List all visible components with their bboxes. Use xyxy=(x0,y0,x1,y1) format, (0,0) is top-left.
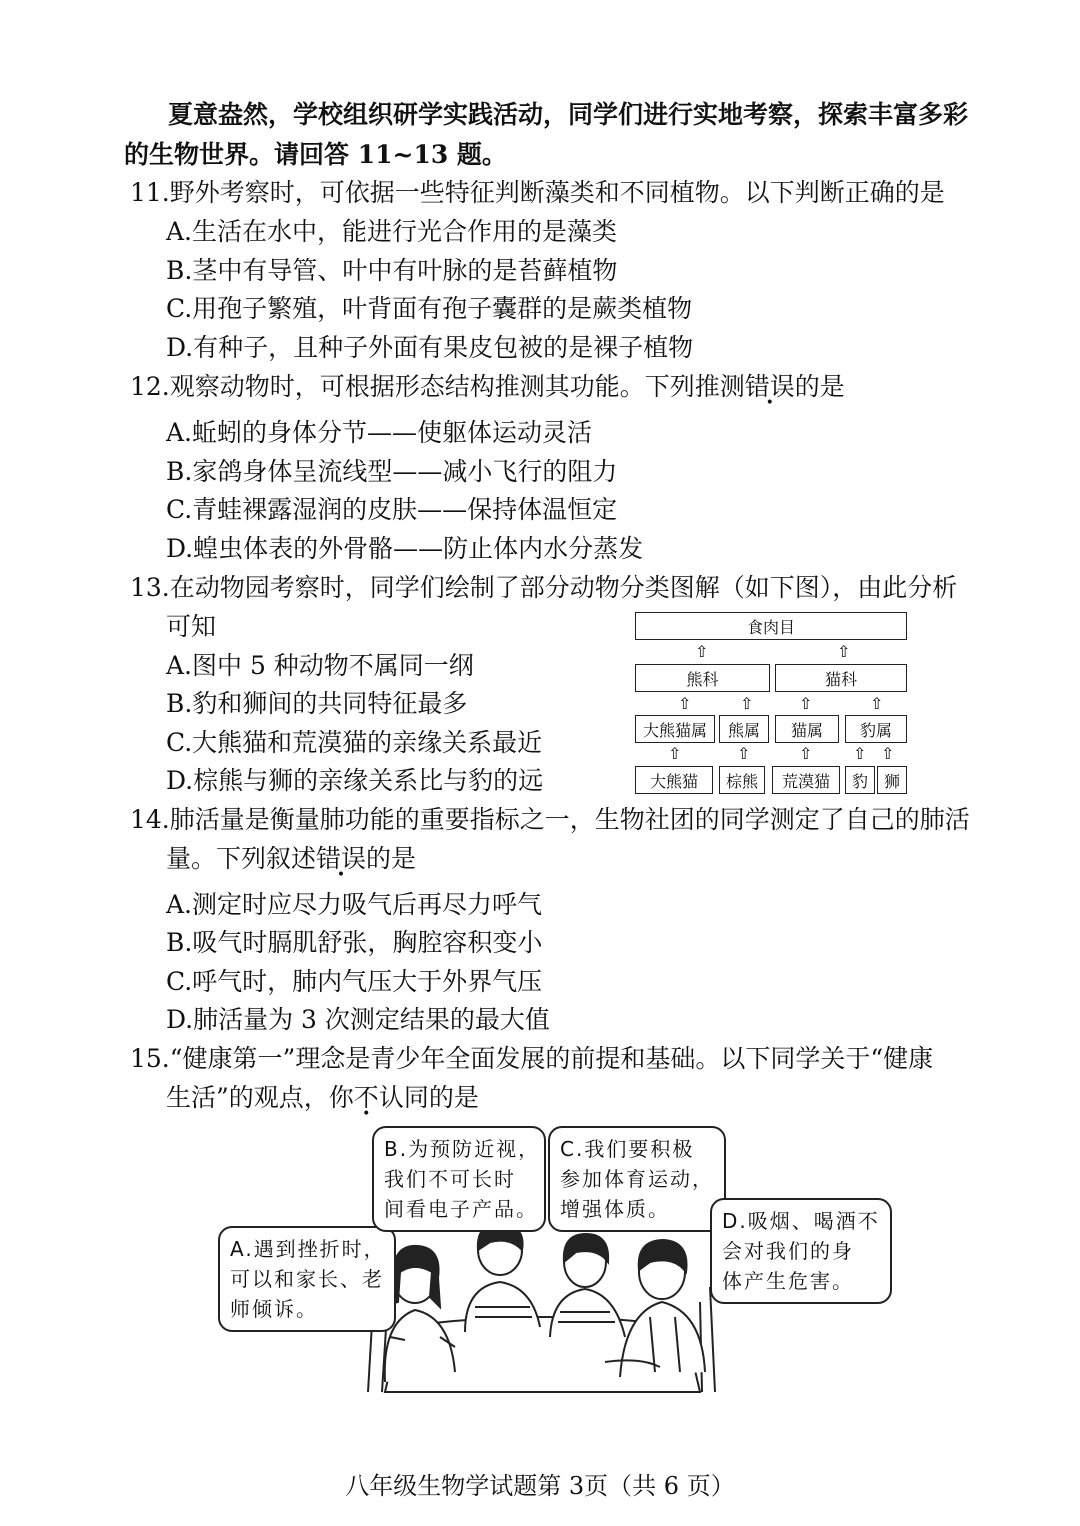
q14-stem-post: 的是 xyxy=(366,844,417,873)
species-box-giant-panda: 大熊猫 xyxy=(635,766,713,794)
arrow-up-icon: ⇧ xyxy=(799,694,813,713)
speech-bubble-c: C.我们要积极 参加体育运动， 增强体质。 xyxy=(548,1126,726,1232)
intro-line-1: 夏意盎然，学校组织研学实践活动，同学们进行实地考察，探索丰富多彩 xyxy=(168,100,969,129)
arrow-up-icon: ⇧ xyxy=(678,694,692,713)
q11-option-a: A.生活在水中，能进行光合作用的是藻类 xyxy=(166,217,618,246)
q13-stem-line-1: 13.在动物园考察时，同学们绘制了部分动物分类图解（如下图），由此分析 xyxy=(130,573,958,602)
q14-stem-line-2 xyxy=(166,842,416,876)
q13-option-b: B.豹和狮间的共同特征最多 xyxy=(166,689,468,718)
q13-stem-line-2: 可知 xyxy=(166,612,217,641)
q15-stem-pre: 生活”的观点，你 xyxy=(166,1083,354,1112)
q14-stem-line-1: 14.肺活量是衡量肺功能的重要指标之一，生物社团的同学测定了自己的肺活 xyxy=(130,805,970,834)
q15-stem-emphasis: 不 xyxy=(353,1083,379,1112)
species-box-lion: 狮 xyxy=(877,766,907,794)
q12-stem xyxy=(130,370,845,404)
arrow-up-icon: ⇧ xyxy=(799,744,813,763)
arrow-up-icon: ⇧ xyxy=(870,694,884,713)
genus-box-cat: 猫属 xyxy=(775,715,839,743)
arrow-up-icon: ⇧ xyxy=(737,744,751,763)
genus-box-bear: 熊属 xyxy=(719,715,769,743)
q14-option-a: A.测定时应尽力吸气后再尽力呼气 xyxy=(166,890,543,919)
order-box: 食肉目 xyxy=(635,612,907,640)
speech-bubble-b: B.为预防近视， 我们不可长时 间看电子产品。 xyxy=(372,1126,546,1232)
q12-stem-emphasis: 错误 xyxy=(744,372,795,401)
genus-box-giant-panda: 大熊猫属 xyxy=(635,715,715,743)
q15-stem-post: 认同的是 xyxy=(378,1083,479,1112)
q13-option-d: D.棕熊与狮的亲缘关系比与豹的远 xyxy=(166,766,544,795)
arrow-up-icon: ⇧ xyxy=(740,694,754,713)
student-body xyxy=(620,1302,705,1377)
q14-stem-pre: 量。下列叙述 xyxy=(166,844,317,873)
q12-stem-post: 的是 xyxy=(794,372,845,401)
q14-stem-emphasis: 错误 xyxy=(316,844,367,873)
classification-diagram xyxy=(632,612,912,798)
q12-option-a: A.蚯蚓的身体分节——使躯体运动灵活 xyxy=(166,418,593,447)
q13-option-a: A.图中 5 种动物不属同一纲 xyxy=(166,651,474,680)
family-box-bear: 熊科 xyxy=(635,664,770,692)
speech-bubble-a: A.遇到挫折时， 可以和家长、老 师倾诉。 xyxy=(218,1226,396,1332)
arrow-up-icon: ⇧ xyxy=(837,642,851,661)
q11-option-d: D.有种子，且种子外面有果皮包被的是裸子植物 xyxy=(166,333,694,362)
q11-option-c: C.用孢子繁殖，叶背面有孢子囊群的是蕨类植物 xyxy=(166,294,693,323)
arrow-up-icon: ⇧ xyxy=(668,744,682,763)
q12-stem-pre: 12.观察动物时，可根据形态结构推测其功能。下列推测 xyxy=(130,372,745,401)
arrow-up-icon: ⇧ xyxy=(695,642,709,661)
q12-option-d: D.蝗虫体表的外骨骼——防止体内水分蒸发 xyxy=(166,534,644,563)
students-discussion-illustration xyxy=(210,1122,890,1402)
species-box-brown-bear: 棕熊 xyxy=(719,766,765,794)
q15-stem-line-2 xyxy=(166,1081,479,1115)
q13-option-c: C.大熊猫和荒漠猫的亲缘关系最近 xyxy=(166,728,543,757)
q12-option-b: B.家鸽身体呈流线型——减小飞行的阻力 xyxy=(166,457,618,486)
chair-right xyxy=(700,1287,715,1392)
intro-line-2: 的生物世界。请回答 11~13 题。 xyxy=(124,140,507,169)
page-footer: 八年级生物学试题第 3页（共 6 页） xyxy=(345,1472,735,1500)
family-box-cat: 猫科 xyxy=(775,664,907,692)
speech-bubble-d: D.吸烟、喝酒不 会对我们的身 体产生危害。 xyxy=(710,1198,892,1304)
q14-option-c: C.呼气时，肺内气压大于外界气压 xyxy=(166,967,543,996)
species-box-leopard: 豹 xyxy=(845,766,875,794)
arrow-up-icon: ⇧ xyxy=(881,744,895,763)
q12-option-c: C.青蛙裸露湿润的皮肤——保持体温恒定 xyxy=(166,495,618,524)
q15-stem-line-1: 15.“健康第一”理念是青少年全面发展的前提和基础。以下同学关于“健康 xyxy=(130,1044,934,1073)
q11-stem: 11.野外考察时，可依据一些特征判断藻类和不同植物。以下判断正确的是 xyxy=(130,178,945,207)
arrow-up-icon: ⇧ xyxy=(853,744,867,763)
genus-box-leopard: 豹属 xyxy=(845,715,907,743)
species-box-desert-cat: 荒漠猫 xyxy=(772,766,840,794)
q14-option-b: B.吸气时膈肌舒张，胸腔容积变小 xyxy=(166,928,543,957)
q11-option-b: B.茎中有导管、叶中有叶脉的是苔藓植物 xyxy=(166,256,618,285)
q14-option-d: D.肺活量为 3 次测定结果的最大值 xyxy=(166,1005,550,1034)
